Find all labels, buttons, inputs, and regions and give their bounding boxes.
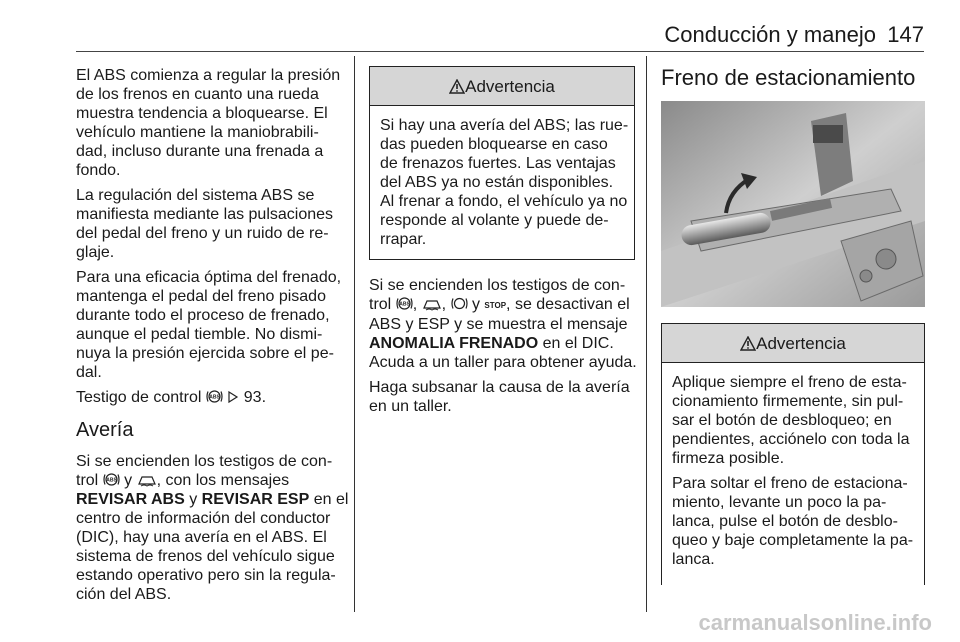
column-right — [661, 66, 925, 585]
watermark: carmanualsonline.info — [698, 610, 932, 635]
warning-triangle-icon — [449, 79, 465, 94]
message-brake-fault: ANOMALIA FRENADO — [369, 335, 539, 352]
paragraph-repair: Haga subsanar la causa de la avería en un taller. — [369, 379, 630, 415]
header-rule — [76, 51, 924, 52]
column-divider — [354, 56, 355, 612]
svg-text:ABS: ABS — [105, 477, 117, 484]
warning-box-parking-brake — [661, 323, 925, 585]
svg-text:ABS: ABS — [398, 301, 410, 308]
subheading-failure: Avería — [76, 419, 134, 441]
page-reference-arrow-icon — [227, 390, 239, 404]
warning-body: Si hay una avería del ABS; las rue- das pueden bloquearse en caso de frenazos fuertes. Las ventajas del ABS ya no están disponibles. Al frenar a fondo, el vehículo ya no responde al volante y puede de- rrapar. — [380, 117, 629, 248]
column-divider — [646, 56, 647, 612]
svg-text:ABS: ABS — [209, 394, 220, 401]
column-left — [76, 66, 349, 610]
paragraph-abs-regulation: La regulación del sistema ABS se manifiesta mediante las pulsaciones del pedal del freno y un ruido de re- glaje. — [76, 187, 334, 261]
paragraph-failure: Si se encienden los testigos de con- trol ABS y , con los mensajes REVISAR ABS y REVISAR ESP en el centro de información del conductor (DIC), hay una avería en el ABS. El sistema de frenos del vehículo sigue estando operativo pero sin la regula- ción del ABS. — [76, 453, 349, 603]
section-title-parking-brake: Freno de estacionamiento — [661, 65, 916, 90]
warning-triangle-icon — [740, 336, 756, 351]
esp-warning-icon — [137, 473, 157, 487]
paragraph-brake-fault: Si se encienden los testigos de con- trol ABS , , y STOP, se desactivan el ABS y ESP y se muestra el mensaje ANOMALIA FRENADO en el DIC. Acuda a un taller para obtener ayuda. — [369, 277, 637, 371]
warning-header: Advertencia — [370, 67, 634, 106]
message-check-abs: REVISAR ABS — [76, 491, 185, 508]
abs-warning-icon — [206, 389, 223, 404]
message-check-esp: REVISAR ESP — [201, 491, 310, 508]
abs-warning-icon — [103, 472, 120, 487]
page-number: 147 — [887, 22, 924, 47]
stop-icon: STOP — [484, 301, 507, 310]
warning-header: Advertencia — [662, 324, 924, 363]
warning-body: Aplique siempre el freno de esta- cionamiento firmemente, sin pul- sar el botón de desbloqueo; en pendientes, acciónelo con toda la firmeza posible. Para soltar el freno de estaciona- miento, levante un poco la pa- lanca, pulse el botón de desblo- queo y baje completamente la pa- lanca. — [672, 374, 914, 568]
chapter-title: Conducción y manejo — [664, 22, 876, 47]
brake-system-icon — [451, 296, 468, 311]
esp-warning-icon — [422, 297, 442, 311]
parking-brake-photo — [661, 101, 925, 307]
paragraph-abs-intro: El ABS comienza a regular la presión de los frenos en cuanto una rueda muestra tendencia a bloquearse. El vehículo mantiene la maniobrabili- dad, incluso durante una frenada a fondo. — [76, 67, 341, 179]
paragraph-braking-efficiency: Para una eficacia óptima del frenado, mantenga el pedal del freno pisado durante todo el proceso de frenado, aunque el pedal tiemble. No dismi- nuya la presión ejercida sobre el pe- dal. — [76, 269, 342, 381]
column-middle — [369, 66, 635, 422]
warning-box-abs — [369, 66, 635, 260]
paragraph-control-light-ref: Testigo de control ABS 93. — [76, 389, 267, 406]
abs-warning-icon — [396, 296, 413, 311]
